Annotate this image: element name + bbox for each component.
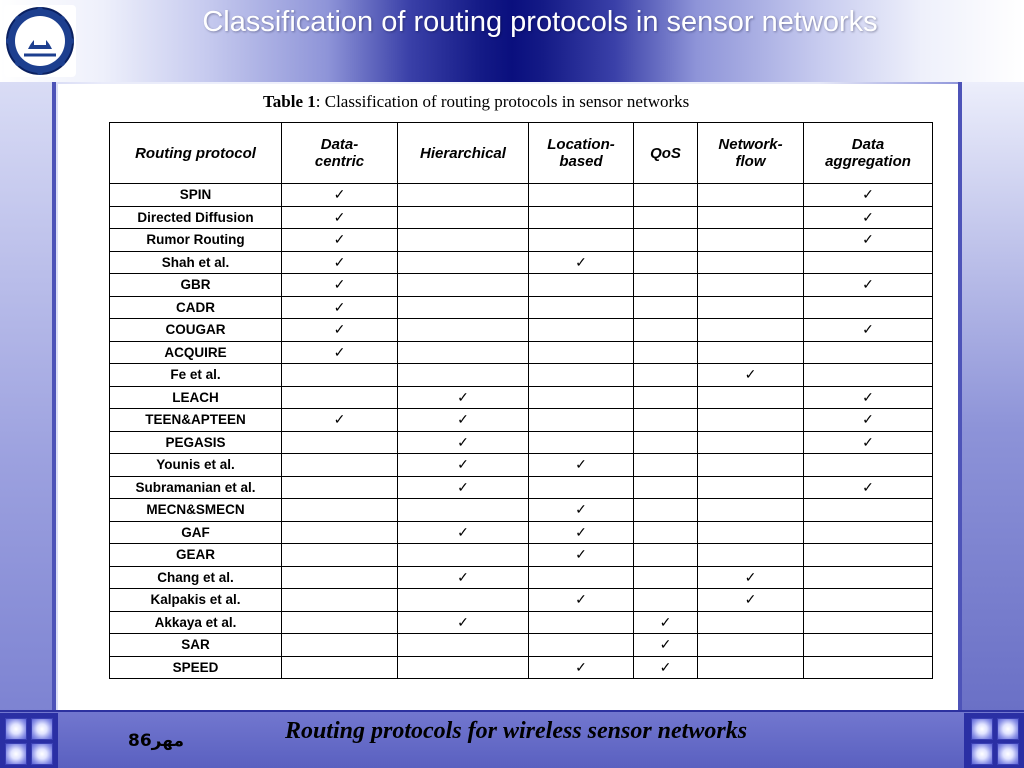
empty-cell bbox=[634, 184, 698, 207]
empty-cell bbox=[698, 634, 804, 657]
empty-cell bbox=[698, 319, 804, 342]
check-mark-icon: ✓ bbox=[529, 544, 634, 567]
check-mark-icon: ✓ bbox=[529, 521, 634, 544]
check-mark-icon: ✓ bbox=[398, 566, 529, 589]
empty-cell bbox=[398, 364, 529, 387]
protocol-name: ACQUIRE bbox=[110, 341, 282, 364]
table-row bbox=[110, 341, 933, 364]
left-bar-edge bbox=[52, 82, 56, 712]
protocol-name: MECN&SMECN bbox=[110, 499, 282, 522]
table-row bbox=[110, 431, 933, 454]
empty-cell bbox=[529, 341, 634, 364]
empty-cell bbox=[282, 611, 398, 634]
empty-cell bbox=[804, 364, 933, 387]
empty-cell bbox=[529, 566, 634, 589]
empty-cell bbox=[698, 251, 804, 274]
check-mark-icon: ✓ bbox=[529, 656, 634, 679]
empty-cell bbox=[634, 386, 698, 409]
check-mark-icon: ✓ bbox=[804, 206, 933, 229]
empty-cell bbox=[529, 296, 634, 319]
protocol-name: GEAR bbox=[110, 544, 282, 567]
check-mark-icon: ✓ bbox=[634, 656, 698, 679]
empty-cell bbox=[804, 566, 933, 589]
footer-right-nav bbox=[964, 713, 1024, 768]
empty-cell bbox=[804, 544, 933, 567]
empty-cell bbox=[529, 184, 634, 207]
protocol-name: SPIN bbox=[110, 184, 282, 207]
empty-cell bbox=[634, 364, 698, 387]
right-decoration-bar bbox=[958, 82, 1024, 712]
four-squares-icon bbox=[5, 718, 27, 740]
check-mark-icon: ✓ bbox=[282, 409, 398, 432]
empty-cell bbox=[529, 386, 634, 409]
empty-cell bbox=[398, 251, 529, 274]
empty-cell bbox=[282, 499, 398, 522]
check-mark-icon: ✓ bbox=[282, 319, 398, 342]
empty-cell bbox=[398, 656, 529, 679]
empty-cell bbox=[804, 341, 933, 364]
empty-cell bbox=[698, 454, 804, 477]
empty-cell bbox=[529, 634, 634, 657]
check-mark-icon: ✓ bbox=[698, 566, 804, 589]
footer-title: Routing protocols for wireless sensor networks bbox=[284, 718, 748, 744]
empty-cell bbox=[698, 521, 804, 544]
right-bar-edge bbox=[958, 82, 962, 712]
check-mark-icon: ✓ bbox=[398, 521, 529, 544]
empty-cell bbox=[698, 206, 804, 229]
empty-cell bbox=[282, 589, 398, 612]
empty-cell bbox=[398, 274, 529, 297]
empty-cell bbox=[804, 296, 933, 319]
column-header: Location- based bbox=[529, 123, 634, 184]
empty-cell bbox=[634, 251, 698, 274]
check-mark-icon: ✓ bbox=[282, 296, 398, 319]
empty-cell bbox=[398, 319, 529, 342]
table-row bbox=[110, 386, 933, 409]
protocol-name: GAF bbox=[110, 521, 282, 544]
column-header: Routing protocol bbox=[110, 123, 282, 184]
check-mark-icon: ✓ bbox=[634, 634, 698, 657]
empty-cell bbox=[634, 499, 698, 522]
table-row bbox=[110, 611, 933, 634]
left-decoration-bar bbox=[0, 82, 56, 712]
empty-cell bbox=[698, 296, 804, 319]
empty-cell bbox=[529, 319, 634, 342]
empty-cell bbox=[398, 184, 529, 207]
empty-cell bbox=[282, 364, 398, 387]
empty-cell bbox=[398, 589, 529, 612]
check-mark-icon: ✓ bbox=[398, 386, 529, 409]
empty-cell bbox=[698, 229, 804, 252]
empty-cell bbox=[282, 544, 398, 567]
check-mark-icon: ✓ bbox=[398, 409, 529, 432]
check-mark-icon: ✓ bbox=[529, 589, 634, 612]
routing-classification-table bbox=[109, 122, 933, 679]
check-mark-icon: ✓ bbox=[804, 184, 933, 207]
protocol-name: Directed Diffusion bbox=[110, 206, 282, 229]
empty-cell bbox=[282, 431, 398, 454]
protocol-name: COUGAR bbox=[110, 319, 282, 342]
empty-cell bbox=[634, 341, 698, 364]
check-mark-icon: ✓ bbox=[634, 611, 698, 634]
empty-cell bbox=[398, 544, 529, 567]
empty-cell bbox=[698, 544, 804, 567]
empty-cell bbox=[634, 566, 698, 589]
empty-cell bbox=[698, 386, 804, 409]
table-row bbox=[110, 521, 933, 544]
table-caption-label: Table 1 bbox=[263, 92, 316, 111]
table-row bbox=[110, 589, 933, 612]
check-mark-icon: ✓ bbox=[398, 476, 529, 499]
protocol-name: CADR bbox=[110, 296, 282, 319]
table-row bbox=[110, 229, 933, 252]
table-row bbox=[110, 454, 933, 477]
four-squares-icon bbox=[997, 718, 1019, 740]
empty-cell bbox=[529, 611, 634, 634]
table-caption-text: : Classification of routing protocols in sensor networks bbox=[315, 92, 690, 111]
slide-title: Classification of routing protocols in sensor networks bbox=[202, 6, 878, 38]
empty-cell bbox=[698, 656, 804, 679]
empty-cell bbox=[282, 634, 398, 657]
empty-cell bbox=[634, 521, 698, 544]
check-mark-icon: ✓ bbox=[698, 364, 804, 387]
check-mark-icon: ✓ bbox=[282, 341, 398, 364]
protocol-name: Akkaya et al. bbox=[110, 611, 282, 634]
table-row bbox=[110, 499, 933, 522]
protocol-name: TEEN&APTEEN bbox=[110, 409, 282, 432]
empty-cell bbox=[634, 319, 698, 342]
four-squares-icon bbox=[31, 718, 53, 740]
empty-cell bbox=[529, 476, 634, 499]
empty-cell bbox=[282, 656, 398, 679]
protocol-name: Shah et al. bbox=[110, 251, 282, 274]
table-caption bbox=[263, 92, 689, 112]
four-squares-icon bbox=[31, 743, 53, 765]
empty-cell bbox=[529, 206, 634, 229]
empty-cell bbox=[282, 454, 398, 477]
check-mark-icon: ✓ bbox=[529, 499, 634, 522]
table-row bbox=[110, 476, 933, 499]
check-mark-icon: ✓ bbox=[804, 274, 933, 297]
empty-cell bbox=[529, 229, 634, 252]
table-image-area bbox=[58, 84, 958, 710]
empty-cell bbox=[804, 589, 933, 612]
empty-cell bbox=[804, 499, 933, 522]
table-row bbox=[110, 184, 933, 207]
protocol-name: PEGASIS bbox=[110, 431, 282, 454]
protocol-name: Younis et al. bbox=[110, 454, 282, 477]
empty-cell bbox=[529, 409, 634, 432]
four-squares-icon bbox=[971, 718, 993, 740]
empty-cell bbox=[804, 521, 933, 544]
four-squares-icon bbox=[5, 743, 27, 765]
column-header: Network- flow bbox=[698, 123, 804, 184]
empty-cell bbox=[529, 431, 634, 454]
empty-cell bbox=[634, 589, 698, 612]
check-mark-icon: ✓ bbox=[804, 319, 933, 342]
table-body bbox=[110, 184, 933, 679]
empty-cell bbox=[529, 274, 634, 297]
check-mark-icon: ✓ bbox=[398, 454, 529, 477]
empty-cell bbox=[804, 251, 933, 274]
empty-cell bbox=[634, 409, 698, 432]
column-header: Data- centric bbox=[282, 123, 398, 184]
protocol-name: LEACH bbox=[110, 386, 282, 409]
empty-cell bbox=[804, 634, 933, 657]
table-row bbox=[110, 296, 933, 319]
empty-cell bbox=[398, 634, 529, 657]
empty-cell bbox=[634, 431, 698, 454]
table-header-row bbox=[110, 123, 933, 184]
check-mark-icon: ✓ bbox=[804, 386, 933, 409]
empty-cell bbox=[398, 229, 529, 252]
table-row bbox=[110, 656, 933, 679]
empty-cell bbox=[698, 409, 804, 432]
empty-cell bbox=[282, 566, 398, 589]
empty-cell bbox=[698, 274, 804, 297]
table-row bbox=[110, 409, 933, 432]
title-bar bbox=[0, 0, 1024, 82]
empty-cell bbox=[282, 386, 398, 409]
table-row bbox=[110, 634, 933, 657]
table-row bbox=[110, 251, 933, 274]
check-mark-icon: ✓ bbox=[804, 409, 933, 432]
empty-cell bbox=[698, 184, 804, 207]
empty-cell bbox=[804, 611, 933, 634]
column-header: QoS bbox=[634, 123, 698, 184]
empty-cell bbox=[634, 544, 698, 567]
table-row bbox=[110, 319, 933, 342]
empty-cell bbox=[698, 431, 804, 454]
check-mark-icon: ✓ bbox=[398, 611, 529, 634]
empty-cell bbox=[634, 296, 698, 319]
check-mark-icon: ✓ bbox=[804, 476, 933, 499]
protocol-name: Rumor Routing bbox=[110, 229, 282, 252]
empty-cell bbox=[698, 341, 804, 364]
empty-cell bbox=[634, 454, 698, 477]
column-header: Hierarchical bbox=[398, 123, 529, 184]
empty-cell bbox=[282, 476, 398, 499]
empty-cell bbox=[804, 656, 933, 679]
footer-left-nav bbox=[0, 713, 58, 768]
check-mark-icon: ✓ bbox=[698, 589, 804, 612]
check-mark-icon: ✓ bbox=[529, 251, 634, 274]
protocol-name: Kalpakis et al. bbox=[110, 589, 282, 612]
empty-cell bbox=[698, 499, 804, 522]
check-mark-icon: ✓ bbox=[398, 431, 529, 454]
check-mark-icon: ✓ bbox=[804, 431, 933, 454]
check-mark-icon: ✓ bbox=[282, 251, 398, 274]
table-row bbox=[110, 206, 933, 229]
empty-cell bbox=[698, 611, 804, 634]
protocol-name: SPEED bbox=[110, 656, 282, 679]
protocol-name: SAR bbox=[110, 634, 282, 657]
table-row bbox=[110, 274, 933, 297]
empty-cell bbox=[398, 499, 529, 522]
check-mark-icon: ✓ bbox=[804, 229, 933, 252]
empty-cell bbox=[634, 229, 698, 252]
empty-cell bbox=[634, 476, 698, 499]
check-mark-icon: ✓ bbox=[282, 229, 398, 252]
empty-cell bbox=[398, 296, 529, 319]
empty-cell bbox=[529, 364, 634, 387]
check-mark-icon: ✓ bbox=[282, 206, 398, 229]
empty-cell bbox=[634, 274, 698, 297]
protocol-name: Chang et al. bbox=[110, 566, 282, 589]
protocol-name: Subramanian et al. bbox=[110, 476, 282, 499]
protocol-name: Fe et al. bbox=[110, 364, 282, 387]
empty-cell bbox=[804, 454, 933, 477]
four-squares-icon bbox=[971, 743, 993, 765]
check-mark-icon: ✓ bbox=[282, 274, 398, 297]
protocol-name: GBR bbox=[110, 274, 282, 297]
table-row bbox=[110, 364, 933, 387]
check-mark-icon: ✓ bbox=[529, 454, 634, 477]
empty-cell bbox=[698, 476, 804, 499]
empty-cell bbox=[398, 341, 529, 364]
empty-cell bbox=[398, 206, 529, 229]
empty-cell bbox=[634, 206, 698, 229]
empty-cell bbox=[282, 521, 398, 544]
four-squares-icon bbox=[997, 743, 1019, 765]
table-row bbox=[110, 544, 933, 567]
slide-date: مهر86 bbox=[128, 731, 184, 751]
check-mark-icon: ✓ bbox=[282, 184, 398, 207]
table-row bbox=[110, 566, 933, 589]
column-header: Data aggregation bbox=[804, 123, 933, 184]
